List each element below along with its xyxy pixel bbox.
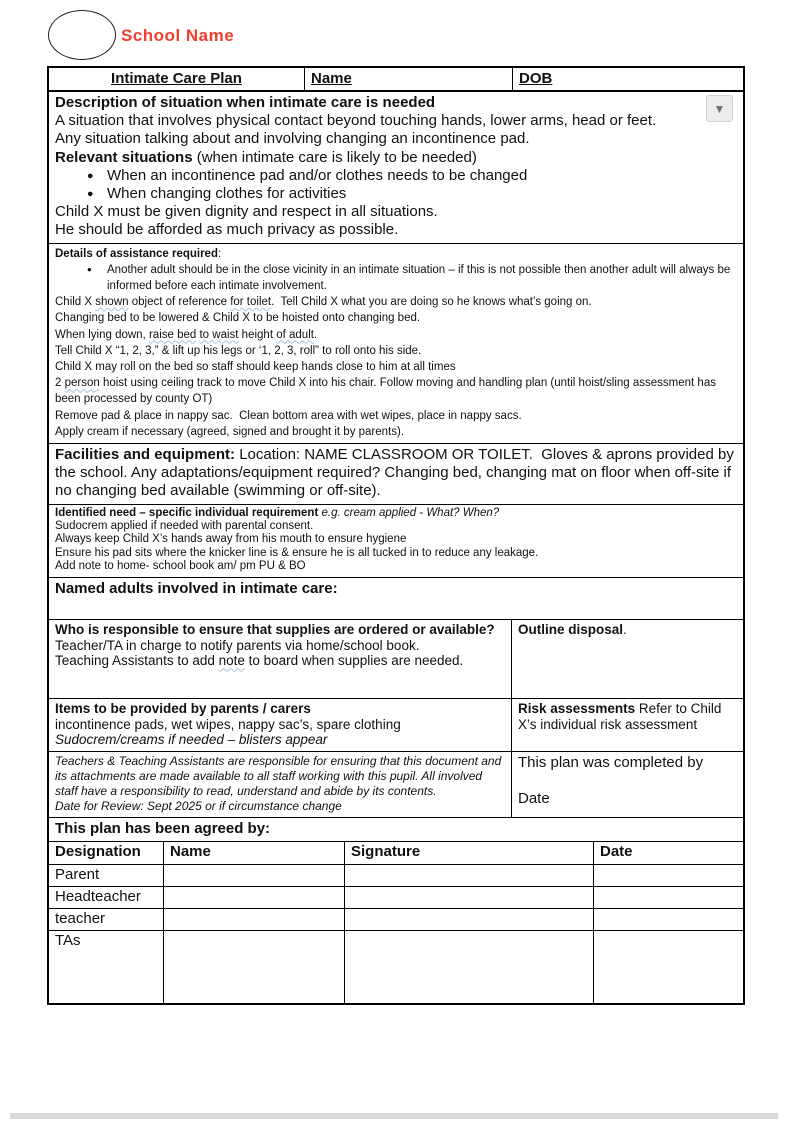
completed-date-label: Date [518, 790, 550, 808]
school-logo-placeholder [48, 10, 116, 60]
text-line: Child X shown object of reference for toilet. Tell Child X what you are doing so he knows what’s going on. [55, 296, 592, 309]
text-line: Changing bed to be lowered & Child X to be hoisted onto changing bed. [55, 312, 421, 325]
text-line: Ensure his pad sits where the knicker line is & ensure he is all tucked in to reduce any leakage. [55, 546, 539, 559]
text-line: Sudocrem/creams if needed – blisters appear [55, 732, 328, 748]
date-cell[interactable] [594, 887, 743, 908]
date-cell[interactable] [594, 865, 743, 886]
plan-title-cell [49, 68, 305, 90]
section-description [49, 92, 743, 244]
text-line: Items to be provided by parents / carers [55, 700, 311, 716]
name-label: Name [311, 70, 352, 87]
text-line: Tell Child X “1, 2, 3,” & lift up his legs or ‘1, 2, 3, roll” to roll onto his side. [55, 344, 422, 357]
text-line: Teachers & Teaching Assistants are responsible for ensuring that this document and its attachments are made available to all staff working with this pupil. All involved staff have a responsibility to read, understand and abide by its contents. [55, 754, 505, 799]
text-line: Remove pad & place in nappy sac. Clean bottom area with wet wipes, place in nappy sacs. [55, 409, 522, 422]
text-line: Always keep Child X’s hands away from his mouth to ensure hygiene [55, 533, 407, 546]
table-row [49, 864, 743, 886]
text-line: When lying down, raise bed to waist height of adult. [55, 328, 318, 341]
dob-label: DOB [519, 70, 553, 87]
row-items-risk [49, 699, 743, 752]
row-supplies-disposal [49, 620, 743, 699]
text-line: Identified need – specific individual requirement e.g. cream applied - What? When? [55, 506, 500, 519]
text-line: Teaching Assistants to add note to board when supplies are needed. [55, 653, 464, 669]
date-cell[interactable] [594, 931, 743, 1003]
signature-cell[interactable] [345, 931, 594, 1003]
signature-cell[interactable] [345, 909, 594, 930]
text-line: Any situation talking about and involving changing an incontinence pad. [55, 130, 530, 148]
spacer [518, 772, 739, 790]
text-line: 2 person hoist using ceiling track to move Child X into his chair. Follow moving and handling plan (until hoist/sling assessment has been processed by county OT) [55, 377, 720, 406]
text-line: incontinence pads, wet wipes, nappy sac’s, spare clothing [55, 716, 401, 732]
text-line: ● When an incontinence pad and/or clothes needs to be changed [55, 167, 737, 185]
row-responsibility-completed [49, 752, 743, 818]
items-cell [49, 699, 512, 751]
designation-cell: Headteacher [49, 887, 164, 908]
responsibility-statement-cell [49, 752, 512, 817]
name-cell[interactable] [164, 909, 345, 930]
name-cell[interactable] [164, 865, 345, 886]
agreement-table [49, 841, 743, 1003]
risk-assessment-cell [512, 699, 743, 751]
text-line: Named adults involved in intimate care: [55, 579, 338, 597]
text-line: Details of assistance required: [55, 247, 222, 260]
completed-by-label: This plan was completed by [518, 754, 704, 772]
text-line: ● When changing clothes for activities [55, 185, 737, 203]
col-header-designation: Designation [49, 842, 164, 864]
care-plan-table [47, 66, 745, 1005]
text-line: Risk assessments Refer to Child X’s individual risk assessment [518, 700, 726, 732]
text-line: Facilities and equipment: Location: NAME CLASSROOM OR TOILET. Gloves & aprons provided by the school. Any adaptations/equipment required? Changing bed, changing mat on floor when off-site if no changing bed available (swimming or off-site). [55, 446, 739, 500]
designation-cell: teacher [49, 909, 164, 930]
text-line: A situation that involves physical contact beyond touching hands, lower arms, head or feet. [55, 112, 657, 130]
col-header-date: Date [600, 843, 633, 861]
text-line: This plan has been agreed by: [55, 820, 271, 838]
section-agreed-by [49, 818, 743, 841]
table-row [49, 930, 743, 1003]
table-row [49, 886, 743, 908]
col-header-name: Name [164, 842, 345, 864]
dob-field-cell[interactable] [513, 68, 743, 90]
chevron-down-icon: ▼ [713, 101, 726, 116]
text-line: Apply cream if necessary (agreed, signed and brought it by parents). [55, 425, 405, 438]
name-cell[interactable] [164, 887, 345, 908]
completed-by-cell[interactable] [512, 752, 743, 817]
date-cell[interactable] [594, 909, 743, 930]
supplies-cell [49, 620, 512, 698]
signature-cell[interactable] [345, 865, 594, 886]
page-break-divider [10, 1113, 778, 1119]
text-line: ● Another adult should be in the close vicinity in an intimate situation – if this is not possible then another adult will always be informed before each intimate involvement. [55, 262, 737, 294]
text-line: He should be afforded as much privacy as possible. [55, 221, 399, 239]
dropdown-button[interactable] [706, 95, 733, 122]
plan-title: Intimate Care Plan [111, 70, 242, 87]
agreement-header-row [49, 841, 743, 864]
text-line: Who is responsible to ensure that supplies are ordered or available? [55, 621, 495, 637]
school-name: School Name [121, 26, 235, 45]
col-header-signature: Signature [345, 842, 594, 864]
section-identified-need [49, 505, 743, 578]
text-line: Teacher/TA in charge to notify parents via home/school book. [55, 637, 420, 653]
signature-cell[interactable] [345, 887, 594, 908]
text-line: Add note to home- school book am/ pm PU & BO [55, 560, 306, 573]
text-line: Child X may roll on the bed so staff should keep hands close to him at all times [55, 361, 456, 374]
name-cell[interactable] [164, 931, 345, 1003]
text-line: Sudocrem applied if needed with parental consent. [55, 520, 314, 533]
title-row [49, 68, 743, 92]
designation-cell: TAs [49, 931, 164, 1003]
section-details-of-assistance [49, 244, 743, 444]
text-line: Date for Review: Sept 2025 or if circumstance change [55, 799, 342, 814]
text-line: Relevant situations (when intimate care is likely to be needed) [55, 148, 477, 166]
text-line: Outline disposal. [518, 621, 627, 637]
text-line: Child X must be given dignity and respect in all situations. [55, 203, 438, 221]
table-row [49, 908, 743, 930]
text-line: Description of situation when intimate care is needed [55, 94, 436, 111]
section-facilities [49, 444, 743, 505]
designation-cell: Parent [49, 865, 164, 886]
disposal-cell[interactable] [512, 620, 743, 698]
name-field-cell[interactable] [305, 68, 513, 90]
section-named-adults[interactable] [49, 578, 743, 620]
